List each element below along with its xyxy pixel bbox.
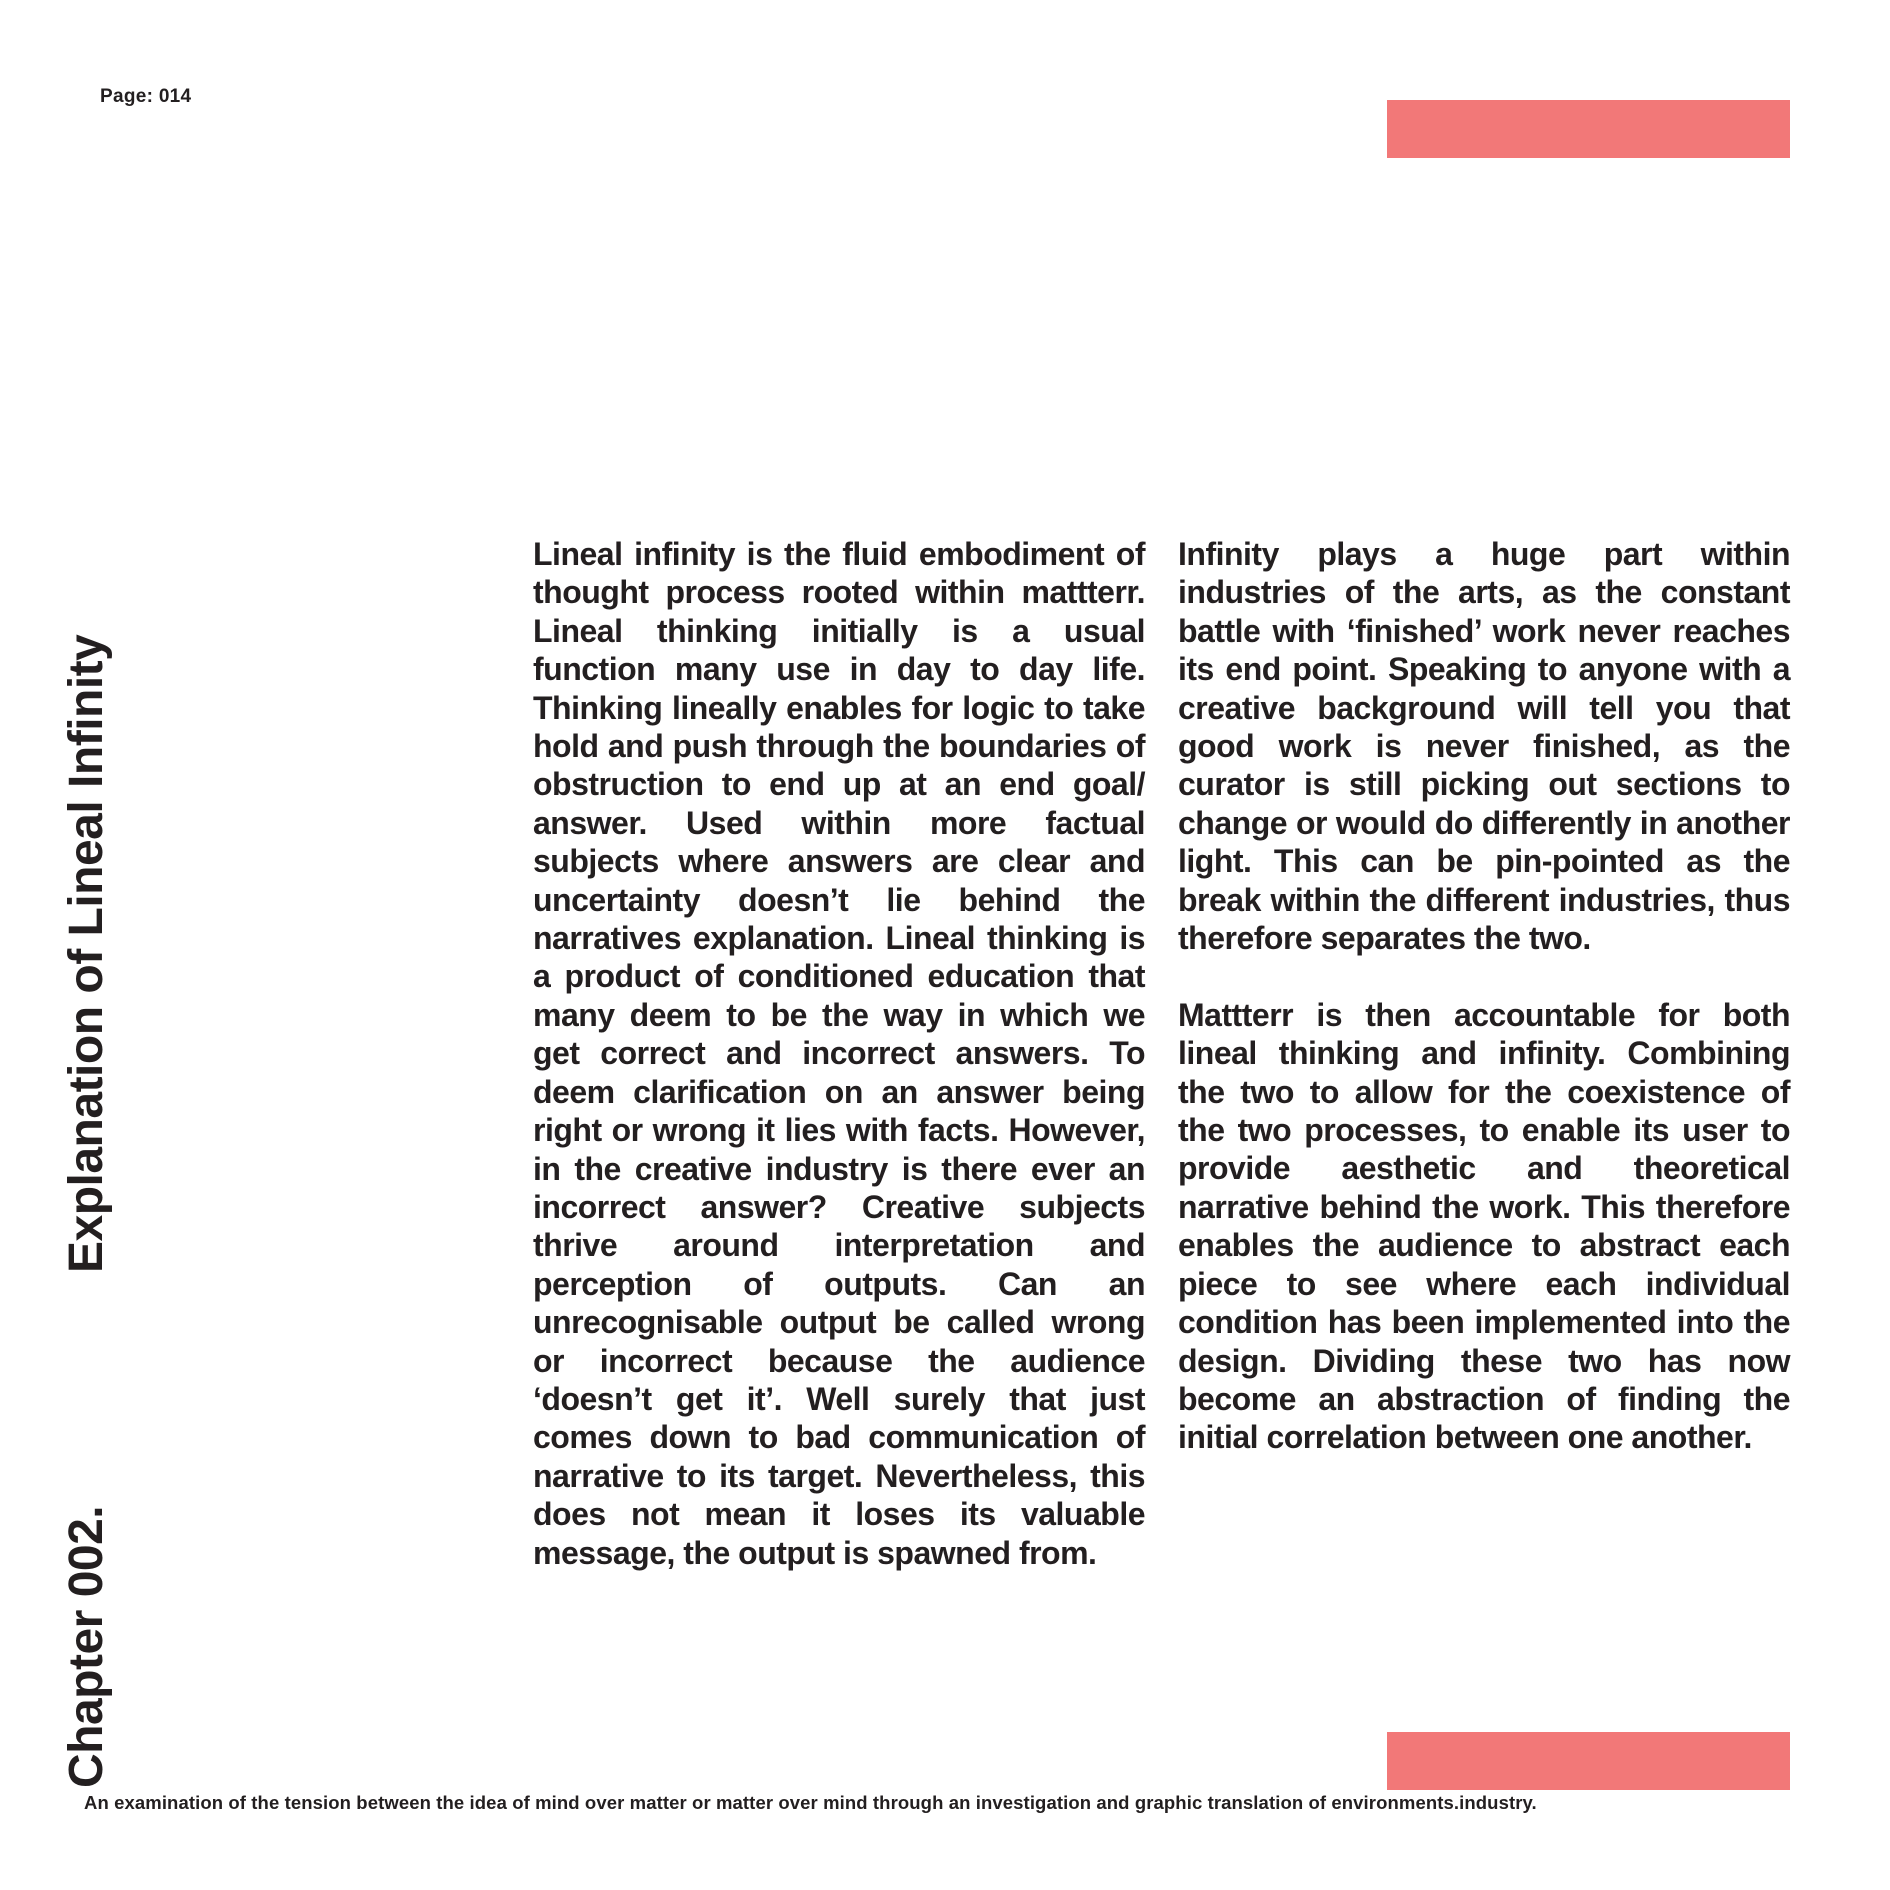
- chapter-title-vertical: Explanation of Lineal Infinity: [60, 634, 113, 1273]
- top-accent-bar: [1387, 100, 1790, 158]
- chapter-number-vertical: Chapter 002.: [60, 1505, 113, 1788]
- footer-caption: An examination of the tension between the idea of mind over matter or matter over mind through an investigation and graphic translation of environments.industry.: [84, 1792, 1537, 1813]
- body-paragraph: Lineal infinity is the fluid embodiment of thought process rooted within mattterr. Lineal thinking initially is a usual function many use in day to day life. Thinking lineally enables for logic to take hold and push through the boundaries of obstruction to end up at an end goal/ answer. Used within more factual subjects where answers are clear and uncertainty doesn’t lie behind the narratives explanation. Lineal thinking is a product of conditioned education that many deem to be the way in which we get correct and incorrect answers. To deem clarification on an answer being right or wrong it lies with facts. However, in the creative industry is there ever an incorrect answer? Creative subjects thrive around interpretation and perception of outputs. Can an unrecognisable output be called wrong or incorrect because the audience ‘doesn’t get it’. Well surely that just comes down to bad communication of narrative to its target. Nevertheless, this does not mean it loses its valuable message, the output is spawned from.: [533, 536, 1145, 1571]
- text-column-1: [533, 535, 1145, 1572]
- page-number-label: Page: 014: [100, 86, 192, 107]
- text-column-2: [1178, 535, 1790, 1457]
- bottom-accent-bar: [1387, 1732, 1790, 1790]
- body-paragraph: Infinity plays a huge part within industries of the arts, as the constant battle with ‘finished’ work never reaches its end point. Speaking to anyone with a creative background will tell you that good work is never finished, as the curator is still picking out sections to change or would do differently in another light. This can be pin-pointed as the break within the different industries, thus therefore separates the two.: [1178, 536, 1790, 957]
- body-paragraph: Mattterr is then accountable for both lineal thinking and infinity. Combining the two to allow for the coexistence of the two processes, to enable its user to provide aesthetic and theoretical narrative behind the work. This therefore enables the audience to abstract each piece to see where each individual condition has been implemented into the design. Dividing these two has now become an abstraction of finding the initial correlation between one another.: [1178, 996, 1790, 1456]
